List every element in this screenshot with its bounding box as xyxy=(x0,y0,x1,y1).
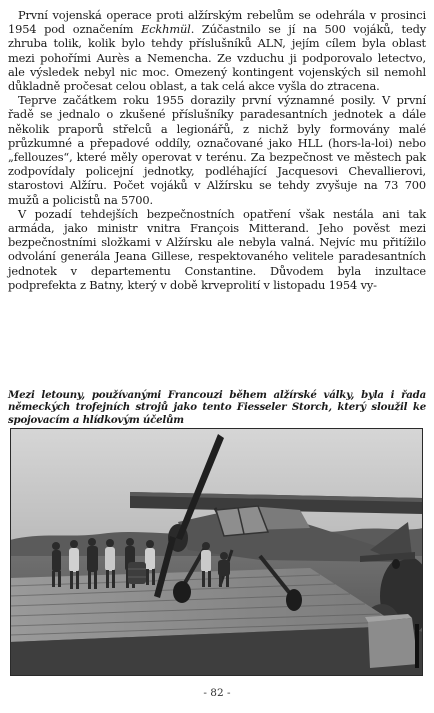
storch-aircraft-photo xyxy=(10,428,423,676)
paragraph-2: Teprve začátkem roku 1955 dorazily první významné posily. V první řadě se jednalo o zkušené příslušníky paradesantních jednotek a dále několik praporů střelců a legionářů, z nichž byly formovány malé průzkumné a přepadové oddíly, označované jako HLL (hors-la-loi) nebo „fellouzes“, které měly operovat v terénu. Za bezpečnost ve městech pak zodpovídaly policejní jednotky, podléhající Jacquesovi Chevallierovi, starostovi Alžíru. Počet vojáků v Alžírsku se tehdy zvyšuje na 73 700 mužů a policistů na 5700. xyxy=(8,93,426,207)
photo-caption: Mezi letouny, používanými Francouzi během alžírské války, byla i řada německých trofejních strojů jako tento Fiesseler Storch, který sloužil ke spojovacím a hlídkovým účelům xyxy=(8,389,426,426)
paragraph-1 xyxy=(8,8,426,93)
operation-name: Eckhmül xyxy=(141,22,191,37)
page-number: - 82 - xyxy=(203,687,231,699)
body-text xyxy=(8,8,426,292)
paragraph-1-text-end: . Zúčastnilo se jí na 500 vojáků, tedy zhruba tolik, kolik bylo tehdy příslušníků ALN, jejím cílem byla oblast mezi pohořími Aurès a Nemencha. Ze vzduchu ji podporovalo letectvo, ale výsledek nebyl nic moc. Omezený kontingent vojenských sil nemohl důkladně pročesat celou oblast, a tak celá akce vyšla do ztracena. xyxy=(8,22,427,94)
photo-illustration xyxy=(10,428,423,676)
paragraph-1-text-start: První vojenská operace proti alžírským rebelům se odehrála v prosinci 1954 pod označením xyxy=(8,8,426,37)
paragraph-3: V pozadí tehdejších bezpečnostních opatření však nestála ani tak armáda, jako ministr vnitra François Mitterand. Jeho pověst mezi bezpečnostními složkami v Alžírsku ale nebyla valná. Nejvíc mu přitížilo odvolání generála Jeana Gillese, respektovaného velitele paradesantních jednotek v departementu Constantine. Důvodem byla inzultace podprefekta z Batny, který v době krveprolití v listopadu 1954 vy- xyxy=(8,206,426,292)
